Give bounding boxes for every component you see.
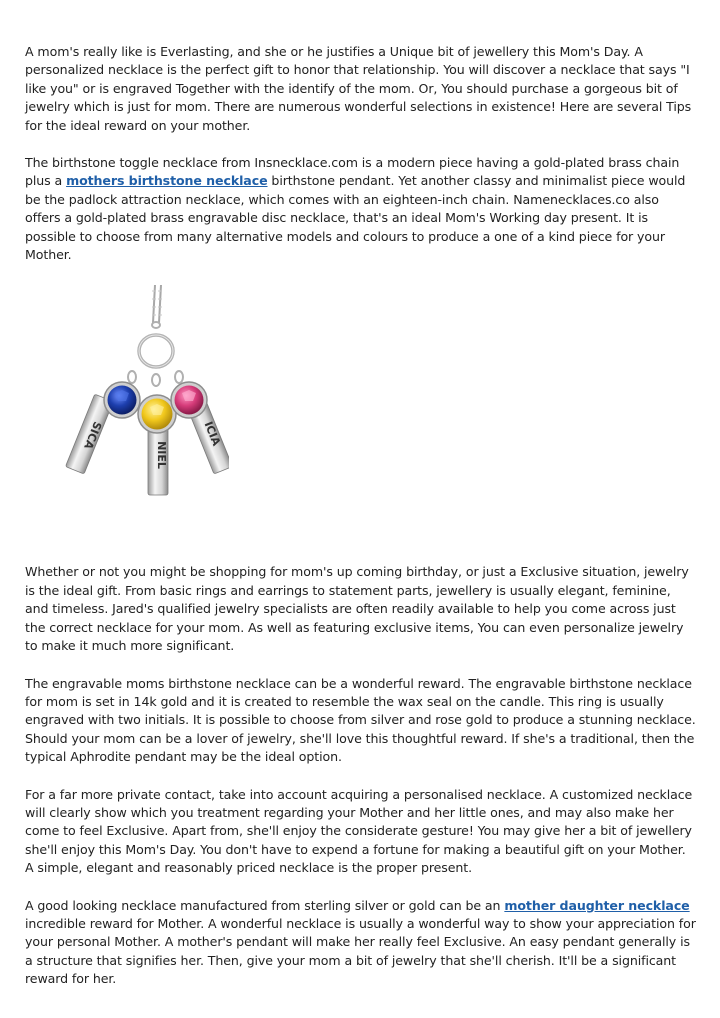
paragraph-text: birthstone pendant. Yet another classy and minimalist piece would be the padlock attraction necklace, which comes with an eighteen-inch chain. Namenecklaces.co also offers a gold-plated brass engravable disc necklace, that's an ideal Mom's Working day present. It is possible to choose from many alternative models and colours to produce a one of a kind piece for your Mother. xyxy=(25,173,686,263)
paragraph-text: The birthstone toggle necklace from Insnecklace.com is a modern piece having a gold-plated brass chain plus a xyxy=(25,155,680,189)
paragraph-sterling xyxy=(25,897,697,989)
birthstone-pink xyxy=(171,382,207,418)
birthstone-necklace-illustration xyxy=(49,285,229,517)
paragraph-engravable: The engravable moms birthstone necklace can be a wonderful reward. The engravable birthstone necklace for mom is set in 14k gold and it is created to resemble the wax seal on the candle. This ring is usually engraved with two initials. It is possible to choose from silver and rose gold to produce a stunning necklace. Should your mom can be a lover of jewelry, she'll love this thoughtful reward. If she's a traditional, then the typical Aphrodite pendant may be the ideal option. xyxy=(25,675,696,765)
right-bar-engraving: ICIA xyxy=(201,420,223,449)
birthstone-blue xyxy=(104,382,140,418)
paragraph-shopping: Whether or not you might be shopping for mom's up coming birthday, or just a Exclusive situation, jewelry is the ideal gift. From basic rings and earrings to statement parts, jewellery is usually elegant, feminine, and timeless. Jared's qualified jewelry specialists are often readily available to help you come across just the correct necklace for your mom. As well as featuring exclusive items, You can even personalize jewelry to make it much more significant. xyxy=(25,564,689,654)
necklace-image xyxy=(49,285,229,517)
left-bar-engraving: SICA xyxy=(81,420,105,452)
paragraph-personalised: For a far more private contact, take into account acquiring a personalised necklace. A customized necklace will clearly show which you treatment regarding your Mother and her little ones, and may also make her come to feel Exclusive. Apart from, she'll enjoy the considerate gesture! You may give her a bit of jewellery she'll enjoy this Mom's Day. You don't have to expend a fortune for making a beautiful gift on your Mother. A simple, elegant and reasonably priced necklace is the proper present. xyxy=(25,786,693,876)
mothers-birthstone-necklace-link[interactable]: mothers birthstone necklace xyxy=(66,173,268,189)
article-body xyxy=(25,43,697,1008)
paragraph-text: incredible reward for Mother. A wonderful necklace is usually a wonderful way to show your appreciation for your personal Mother. A mother's pendant will make her really feel Exclusive. An easy pendant generally is a structure that signifies her. Then, give your mom a bit of jewelry that she'll cherish. It'll be a significant reward for her. xyxy=(25,915,696,987)
paragraph-birthstone-toggle xyxy=(25,154,697,264)
paragraph-intro: A mom's really like is Everlasting, and she or he justifies a Unique bit of jewellery this Mom's Day. A personalized necklace is the perfect gift to honor that relationship. You will discover a necklace that says "I like you" or is engraved Together with the identify of the mom. Or, You should purchase a gorgeous bit of jewelry which is just for mom. There are numerous wonderful selections in existence! Here are several Tips for the ideal reward on your mother. xyxy=(25,44,692,133)
middle-bar-engraving: NIEL xyxy=(155,441,168,470)
mother-daughter-necklace-link[interactable]: mother daughter necklace xyxy=(504,897,690,913)
paragraph-text: A good looking necklace manufactured from sterling silver or gold can be an xyxy=(25,897,505,913)
